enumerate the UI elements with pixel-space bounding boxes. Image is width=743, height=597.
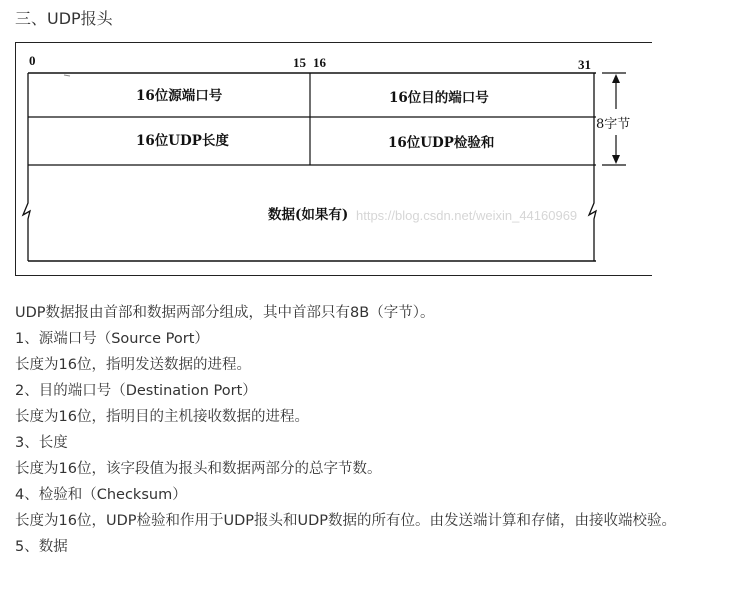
bit-label-15: 15: [293, 55, 306, 70]
paragraph-item-5-title: 5、数据: [15, 539, 68, 555]
paragraph-item-3-desc: 长度为16位，该字段值为报头和数据两部分的总字节数。: [15, 461, 382, 477]
paragraph-intro: UDP数据报由首部和数据两部分组成，其中首部只有8B（字节）。: [15, 305, 435, 321]
section-heading: 三、UDP报头: [15, 9, 113, 28]
paragraph-item-1-desc: 长度为16位，指明发送数据的进程。: [15, 357, 251, 373]
cell-source-port: 16位源端口号: [136, 88, 223, 104]
paragraph-item-4-title: 4、检验和（Checksum）: [15, 487, 187, 503]
cell-udp-length: 16位UDP长度: [136, 133, 229, 149]
paragraph-item-1-title: 1、源端口号（Source Port）: [15, 331, 209, 347]
paragraph-item-2-desc: 长度为16位，指明目的主机接收数据的进程。: [15, 409, 309, 425]
bit-label-0: 0: [29, 53, 36, 68]
cell-destination-port: 16位目的端口号: [389, 90, 489, 106]
watermark-text: https://blog.csdn.net/weixin_44160969: [356, 208, 578, 223]
article-body: [15, 300, 727, 560]
dim-arrow-up-icon: [612, 74, 620, 83]
left-edge-break: [23, 73, 30, 261]
right-edge-break: [589, 73, 596, 261]
cell-data: 数据(如果有): [268, 207, 349, 223]
dim-arrow-down-icon: [612, 155, 620, 164]
header-size-label: 8字节: [596, 117, 631, 132]
paragraph-item-2-title: 2、目的端口号（Destination Port）: [15, 383, 257, 399]
paragraph-item-3-title: 3、长度: [15, 435, 68, 451]
paragraph-item-4-desc: 长度为16位，UDP检验和作用于UDP报头和UDP数据的所有位。由发送端计算和存储，由接收端校验。: [15, 513, 677, 529]
udp-header-diagram: [15, 42, 652, 276]
bit-label-16: 16: [313, 55, 326, 70]
stray-mark: [64, 75, 70, 76]
cell-udp-checksum: 16位UDP检验和: [388, 135, 495, 151]
udp-header-svg: [16, 43, 653, 277]
bit-label-31: 31: [578, 57, 591, 72]
